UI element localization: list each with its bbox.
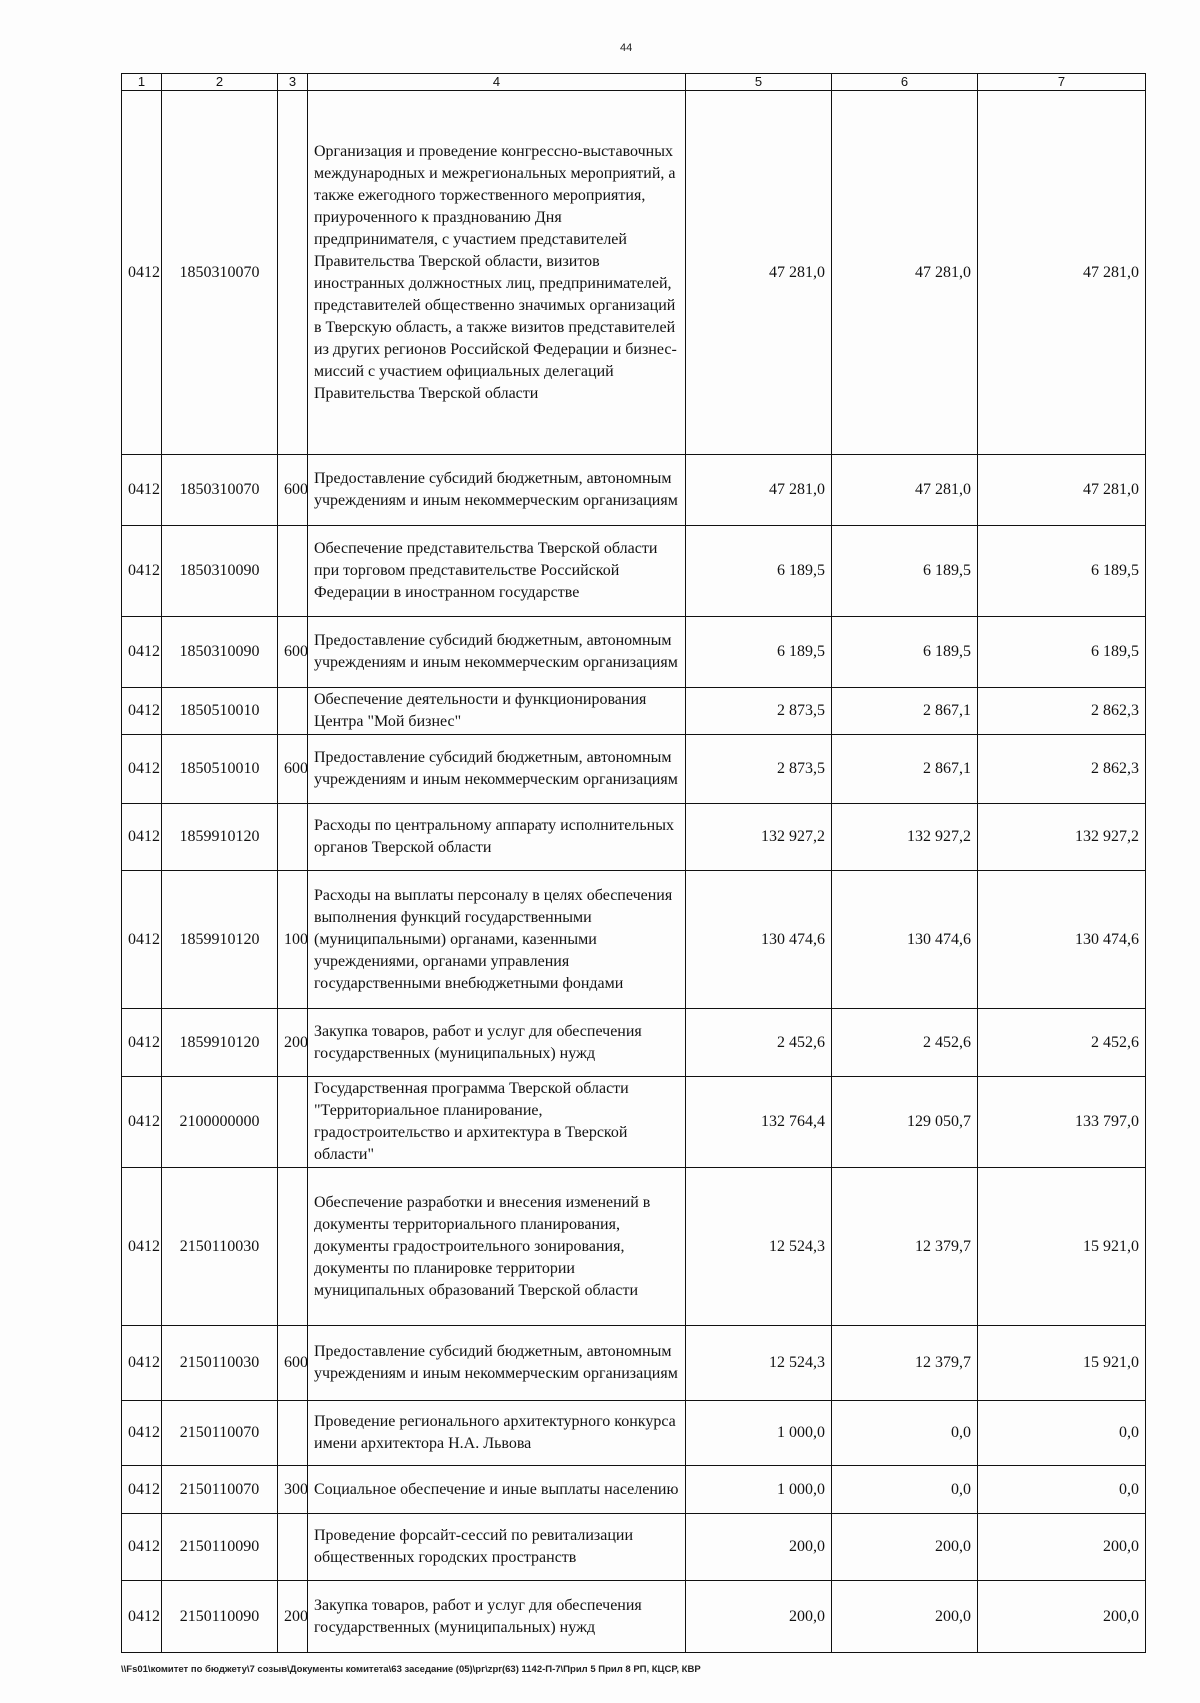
year3-cell: 47 281,0 xyxy=(978,91,1146,455)
year1-cell: 1 000,0 xyxy=(686,1401,832,1466)
year1-cell: 132 764,4 xyxy=(686,1077,832,1168)
vr-cell: 300 xyxy=(278,1466,308,1514)
vr-cell xyxy=(278,1077,308,1168)
razdel-cell: 0412 xyxy=(122,1168,162,1326)
csr-cell: 1850510010 xyxy=(162,735,278,804)
vr-cell: 200 xyxy=(278,1581,308,1653)
table-row xyxy=(122,617,1146,688)
name-cell: Проведение форсайт-сессий по ревитализации общественных городских пространств xyxy=(308,1514,686,1581)
razdel-cell: 0412 xyxy=(122,91,162,455)
razdel-cell: 0412 xyxy=(122,1009,162,1077)
year2-cell: 12 379,7 xyxy=(832,1168,978,1326)
table-row xyxy=(122,1581,1146,1653)
year3-cell: 200,0 xyxy=(978,1581,1146,1653)
year3-cell: 6 189,5 xyxy=(978,526,1146,617)
razdel-cell: 0412 xyxy=(122,1581,162,1653)
name-cell: Обеспечение разработки и внесения изменений в документы территориального планирования, документы градостроительного зонирования, документы по планировке территории муниципальных образований Тверской области xyxy=(308,1168,686,1326)
column-header: 6 xyxy=(832,74,978,91)
razdel-cell: 0412 xyxy=(122,1077,162,1168)
year1-cell: 12 524,3 xyxy=(686,1168,832,1326)
name-cell: Предоставление субсидий бюджетным, автономным учреждениям и иным некоммерческим организациям xyxy=(308,735,686,804)
name-cell: Социальное обеспечение и иные выплаты населению xyxy=(308,1466,686,1514)
table-row xyxy=(122,804,1146,871)
column-header: 7 xyxy=(978,74,1146,91)
razdel-cell: 0412 xyxy=(122,1401,162,1466)
year1-cell: 200,0 xyxy=(686,1581,832,1653)
year3-cell: 0,0 xyxy=(978,1466,1146,1514)
year3-cell: 0,0 xyxy=(978,1401,1146,1466)
column-header: 4 xyxy=(308,74,686,91)
year3-cell: 132 927,2 xyxy=(978,804,1146,871)
csr-cell: 2150110030 xyxy=(162,1168,278,1326)
razdel-cell: 0412 xyxy=(122,871,162,1009)
year1-cell: 6 189,5 xyxy=(686,526,832,617)
vr-cell: 100 xyxy=(278,871,308,1009)
name-cell: Обеспечение представительства Тверской области при торговом представительстве Российской Федерации в иностранном государстве xyxy=(308,526,686,617)
year1-cell: 47 281,0 xyxy=(686,455,832,526)
year1-cell: 132 927,2 xyxy=(686,804,832,871)
csr-cell: 1850510010 xyxy=(162,688,278,735)
table-row xyxy=(122,1326,1146,1401)
year1-cell: 12 524,3 xyxy=(686,1326,832,1401)
vr-cell xyxy=(278,1168,308,1326)
name-cell: Организация и проведение конгрессно-выставочных международных и межрегиональных мероприятий, а также ежегодного торжественного мероприятия, приуроченного к празднованию Дня предпринимателя, с участием представителей Правительства Тверской области, визитов иностранных должностных лиц, предпринимателей, представителей общественно значимых организаций в Тверскую область, а также визитов представителей из других регионов Российской Федерации и бизнес-миссий с участием официальных делегаций Правительства Тверской области xyxy=(308,91,686,455)
csr-cell: 2150110030 xyxy=(162,1326,278,1401)
year3-cell: 130 474,6 xyxy=(978,871,1146,1009)
name-cell: Закупка товаров, работ и услуг для обеспечения государственных (муниципальных) нужд xyxy=(308,1581,686,1653)
razdel-cell: 0412 xyxy=(122,617,162,688)
table-row xyxy=(122,1401,1146,1466)
table-row xyxy=(122,871,1146,1009)
year2-cell: 2 867,1 xyxy=(832,735,978,804)
vr-cell: 600 xyxy=(278,617,308,688)
vr-cell: 600 xyxy=(278,455,308,526)
table-row xyxy=(122,688,1146,735)
table-row xyxy=(122,1514,1146,1581)
column-number-row xyxy=(122,74,1146,91)
year1-cell: 47 281,0 xyxy=(686,91,832,455)
year1-cell: 130 474,6 xyxy=(686,871,832,1009)
csr-cell: 2150110070 xyxy=(162,1401,278,1466)
csr-cell: 2100000000 xyxy=(162,1077,278,1168)
year2-cell: 2 452,6 xyxy=(832,1009,978,1077)
year2-cell: 200,0 xyxy=(832,1581,978,1653)
vr-cell xyxy=(278,688,308,735)
column-header: 1 xyxy=(122,74,162,91)
csr-cell: 2150110090 xyxy=(162,1581,278,1653)
csr-cell: 2150110090 xyxy=(162,1514,278,1581)
year2-cell: 2 867,1 xyxy=(832,688,978,735)
column-header: 5 xyxy=(686,74,832,91)
year3-cell: 133 797,0 xyxy=(978,1077,1146,1168)
name-cell: Государственная программа Тверской области "Территориальное планирование, градостроительство и архитектура в Тверской области" xyxy=(308,1077,686,1168)
vr-cell xyxy=(278,526,308,617)
vr-cell xyxy=(278,91,308,455)
vr-cell xyxy=(278,1514,308,1581)
year2-cell: 0,0 xyxy=(832,1401,978,1466)
year3-cell: 200,0 xyxy=(978,1514,1146,1581)
razdel-cell: 0412 xyxy=(122,688,162,735)
name-cell: Предоставление субсидий бюджетным, автономным учреждениям и иным некоммерческим организациям xyxy=(308,455,686,526)
name-cell: Расходы на выплаты персоналу в целях обеспечения выполнения функций государственными (муниципальными) органами, казенными учреждениями, органами управления государственными внебюджетными фондами xyxy=(308,871,686,1009)
budget-table xyxy=(121,73,1146,1653)
year1-cell: 1 000,0 xyxy=(686,1466,832,1514)
csr-cell: 1850310090 xyxy=(162,617,278,688)
vr-cell: 600 xyxy=(278,735,308,804)
year3-cell: 47 281,0 xyxy=(978,455,1146,526)
table-row xyxy=(122,735,1146,804)
footer-file-path: \\Fs01\комитет по бюджету\7 созыв\Документы комитета\63 заседание (05)\рг\zpr(63) 1142-П-7\Прил 5 Прил 8 РП, КЦСР, КВР xyxy=(121,1664,701,1675)
year1-cell: 2 873,5 xyxy=(686,735,832,804)
csr-cell: 2150110070 xyxy=(162,1466,278,1514)
razdel-cell: 0412 xyxy=(122,455,162,526)
year3-cell: 2 862,3 xyxy=(978,735,1146,804)
table-row xyxy=(122,455,1146,526)
year2-cell: 6 189,5 xyxy=(832,617,978,688)
year3-cell: 2 862,3 xyxy=(978,688,1146,735)
table-row xyxy=(122,1466,1146,1514)
year3-cell: 15 921,0 xyxy=(978,1326,1146,1401)
column-header: 2 xyxy=(162,74,278,91)
vr-cell xyxy=(278,804,308,871)
csr-cell: 1859910120 xyxy=(162,1009,278,1077)
year2-cell: 129 050,7 xyxy=(832,1077,978,1168)
year2-cell: 47 281,0 xyxy=(832,455,978,526)
table-row xyxy=(122,1168,1146,1326)
csr-cell: 1850310090 xyxy=(162,526,278,617)
vr-cell: 200 xyxy=(278,1009,308,1077)
table-row xyxy=(122,91,1146,455)
razdel-cell: 0412 xyxy=(122,1466,162,1514)
table-row xyxy=(122,1077,1146,1168)
name-cell: Обеспечение деятельности и функционирования Центра "Мой бизнес" xyxy=(308,688,686,735)
year1-cell: 2 452,6 xyxy=(686,1009,832,1077)
page-number: 44 xyxy=(620,42,633,54)
razdel-cell: 0412 xyxy=(122,526,162,617)
csr-cell: 1859910120 xyxy=(162,871,278,1009)
name-cell: Предоставление субсидий бюджетным, автономным учреждениям и иным некоммерческим организациям xyxy=(308,1326,686,1401)
year3-cell: 15 921,0 xyxy=(978,1168,1146,1326)
column-header: 3 xyxy=(278,74,308,91)
vr-cell: 600 xyxy=(278,1326,308,1401)
year2-cell: 0,0 xyxy=(832,1466,978,1514)
year1-cell: 2 873,5 xyxy=(686,688,832,735)
razdel-cell: 0412 xyxy=(122,1326,162,1401)
year1-cell: 6 189,5 xyxy=(686,617,832,688)
table-row xyxy=(122,526,1146,617)
year2-cell: 132 927,2 xyxy=(832,804,978,871)
name-cell: Проведение регионального архитектурного конкурса имени архитектора Н.А. Львова xyxy=(308,1401,686,1466)
year2-cell: 47 281,0 xyxy=(832,91,978,455)
year2-cell: 200,0 xyxy=(832,1514,978,1581)
year2-cell: 130 474,6 xyxy=(832,871,978,1009)
razdel-cell: 0412 xyxy=(122,804,162,871)
year2-cell: 12 379,7 xyxy=(832,1326,978,1401)
name-cell: Расходы по центральному аппарату исполнительных органов Тверской области xyxy=(308,804,686,871)
year3-cell: 2 452,6 xyxy=(978,1009,1146,1077)
table-row xyxy=(122,1009,1146,1077)
csr-cell: 1850310070 xyxy=(162,455,278,526)
csr-cell: 1859910120 xyxy=(162,804,278,871)
name-cell: Закупка товаров, работ и услуг для обеспечения государственных (муниципальных) нужд xyxy=(308,1009,686,1077)
csr-cell: 1850310070 xyxy=(162,91,278,455)
name-cell: Предоставление субсидий бюджетным, автономным учреждениям и иным некоммерческим организациям xyxy=(308,617,686,688)
year1-cell: 200,0 xyxy=(686,1514,832,1581)
razdel-cell: 0412 xyxy=(122,1514,162,1581)
year2-cell: 6 189,5 xyxy=(832,526,978,617)
vr-cell xyxy=(278,1401,308,1466)
razdel-cell: 0412 xyxy=(122,735,162,804)
year3-cell: 6 189,5 xyxy=(978,617,1146,688)
